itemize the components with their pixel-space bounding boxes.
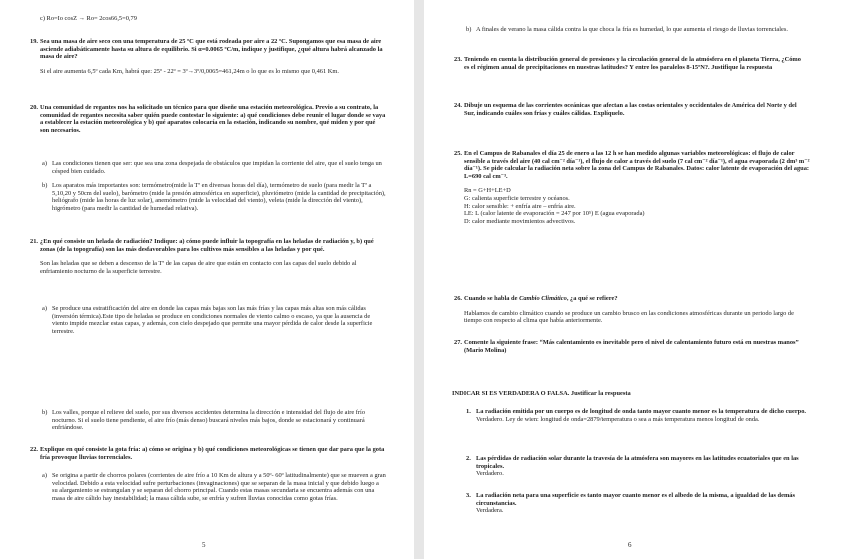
question-26 bbox=[454, 295, 810, 325]
question-number: 21. bbox=[30, 238, 38, 245]
question-22 bbox=[30, 446, 386, 461]
answer-text: Hablamos de cambio climático cuando se produce un cambio brusco en las condiciones atmosféricas durante un periodo largo de tiempo con respecto al clima que había anteriormente. bbox=[464, 309, 794, 325]
answer-20a bbox=[42, 160, 386, 175]
formula-text: Rn = G+H+LE+D bbox=[464, 187, 511, 195]
question-24 bbox=[454, 102, 806, 117]
question-text bbox=[464, 295, 810, 303]
tf-answer: Verdadera. bbox=[476, 507, 504, 515]
definition-h: H: calor sensible: + enfría aire – enfría aire. bbox=[464, 202, 576, 210]
answer-text: Si el aire aumenta 6,5º cada Km, habrá que: 25º - 22º = 3º→3º/0,0065=461,24m o lo que es lo mismo que 0,461 Km. bbox=[40, 67, 339, 75]
tf-answer: Verdadero. bbox=[476, 470, 504, 478]
answer-text: Se produce una estratificación del aire en donde las capas más bajas son las más frías y las capas más altas son más cálidas (inversión térmica).Este tipo de heladas se produce en condiciones normales de viento calmo o escaso, ya que la ausencia de viento impide mezclar estas capas, y además, con cielo despejado que permite una mayor pérdida de calor desde la superficie terrestre. bbox=[52, 305, 373, 335]
page-6 bbox=[424, 0, 848, 559]
answer-21a bbox=[42, 305, 386, 335]
answer-text: A finales de verano la masa cálida contra la que choca la fría es humedad, lo que aumenta el riesgo de lluvias torrenciales. bbox=[476, 26, 788, 33]
question-text: Teniendo en cuenta la distribución general de presiones y la circulación general de la atmósfera en el planeta Tierra, ¿Cómo es el régimen anual de precipitaciones en nuestras latitudes? Y entre los paralelos 8-15ºN?. Justifique la respuesta bbox=[464, 56, 801, 71]
question-number: 22. bbox=[30, 446, 38, 453]
item-label: a) bbox=[42, 472, 47, 479]
question-text: Comente la siguiente frase: “Más calentamiento es inevitable pero el nivel de calentamiento futuro está en nuestras manos” (Mario Molina) bbox=[464, 339, 799, 354]
tf-question: La radiación neta para una superficie es tanto mayor cuanto menor es el albedo de la misma, a igualdad de las demás circunstancias. bbox=[476, 492, 795, 507]
tf-question: Las pérdidas de radiación solar durante la travesía de la atmósfera son mayores en las latitudes ecuatoriales que en las tropicales. bbox=[476, 455, 799, 470]
definition-le: LE: L (calor latente de evaporación = 247 por 10⁵) E (agua evaporada) bbox=[464, 210, 645, 218]
page-number: 6 bbox=[628, 541, 632, 549]
answer-21b bbox=[42, 409, 386, 432]
page-5 bbox=[0, 0, 414, 559]
tf-answer: Verdadero. Ley de wien: longitud de onda=2879/temperatura o sea a más temperatura menos longitud de onda. bbox=[476, 415, 760, 423]
question-text: Una comunidad de regantes nos ha solicitado un técnico para que diseñe una estación meteorológica. Previo a su contrato, la comunidad de regantes necesita saber quién puede contestar lo siguiente: a) qué condiciones debe reunir el lugar donde se vaya a establecer la estación meteorológica y b) qué aparatos colocaría en la estación, indicando su nombre, qué miden y por qué son necesarios. bbox=[40, 104, 386, 134]
question-text: En el Campus de Rabanales el día 25 de enero a las 12 h se han medido algunas variables meteorológicas: el flujo de calor sensible a través del aire (40 cal cm⁻² día⁻¹), el flujo de calor a través del suelo (7 cal cm⁻² día⁻¹), el agua evaporada (2 dm³ m⁻² día⁻¹). Se pide calcular la radiación neta sobre la zona del Campus de Rabanales. Datos: calor latente de evaporación del agua: L=690 cal cm⁻³. bbox=[464, 150, 810, 180]
question-23 bbox=[454, 56, 806, 71]
item-label: b) bbox=[42, 409, 48, 416]
question-text-pre: Cuando se habla de bbox=[464, 295, 520, 302]
true-false-heading: INDICAR SI ES VERDADERA O FALSA. Justificar la respuesta bbox=[452, 390, 631, 397]
item-label: b) bbox=[466, 26, 472, 33]
answer-text: Las condiciones tienen que ser: que sea una zona despejada de obstáculos que impidan la corriente del aire, que el suelo tenga un césped bien cuidado. bbox=[52, 160, 382, 175]
question-text: Sea una masa de aire seco con una temperatura de 25 ºC que está rodeada por aire a 22 ºC. Supongamos que esa masa de aire asciende adiabáticamente hasta su altura de equilibrio. Si α=0.0065 ºC/m, indique y justifique, ¿qué altura habrá alcanzado la masa de aire? bbox=[40, 38, 383, 61]
answer-22a bbox=[42, 472, 386, 502]
question-text-post: , ¿a qué se refiere? bbox=[566, 295, 618, 302]
question-number: 23. bbox=[454, 56, 462, 63]
question-text: Explique en qué consiste la gota fría: a) cómo se origina y b) qué condiciones meteorológicas se tienen que dar para que la gota fría provoque lluvias torrenciales. bbox=[40, 446, 385, 461]
question-25 bbox=[454, 150, 810, 225]
question-number: 19. bbox=[30, 38, 38, 45]
question-text: ¿En qué consiste un helada de radiación? Indique: a) cómo puede influir la topografía en las heladas de radiación y, b) qué zonas (de la topografía) son las más desfavorables para los cultivos más sensibles a las heladas y por qué. bbox=[40, 238, 374, 253]
question-text: Dibuje un esquema de las corrientes oceánicas que afectan a las costas orientales y occidentales de América del Norte y del Sur, indicando cuáles son frías y cuáles cálidas. Explíquelo. bbox=[464, 102, 797, 117]
answer-22b-continued bbox=[466, 26, 806, 34]
definition-g: G: calienta superficie terrestre y océanos. bbox=[464, 194, 570, 202]
page-number: 5 bbox=[202, 541, 206, 549]
intro-text: Son las heladas que se deben a descenso de la Tª de las capas de aire que están en contacto con las capas del suelo debido al enfriamiento nocturno de la superficie terrestre. bbox=[40, 260, 357, 275]
question-21 bbox=[30, 238, 386, 275]
item-label: a) bbox=[42, 305, 47, 312]
item-c-text: c) Ro=Io cosZ → Ro= 2cos66,5=0,79 bbox=[40, 15, 137, 22]
answer-text: Los valles, porque el relieve del suelo, por sus diversos accidentes determina la dirección e intensidad del flujo de aire frío nocturno. Si el suelo tiene pendiente, el aire frío (más denso) buscará niveles más bajos, donde se estacionará y continuará enfriándose. bbox=[52, 409, 366, 432]
answer-20b bbox=[42, 182, 386, 212]
item-number: 1. bbox=[466, 408, 471, 415]
question-20 bbox=[30, 104, 386, 134]
item-number: 2. bbox=[466, 455, 471, 462]
item-number: 3. bbox=[466, 492, 471, 499]
question-number: 26. bbox=[454, 295, 462, 302]
question-number: 27. bbox=[454, 339, 462, 346]
tf-question: La radiación emitida por un cuerpo es de longitud de onda tanto mayor cuanto menor es la temperatura de dicho cuerpo. bbox=[476, 408, 807, 415]
question-number: 20. bbox=[30, 104, 38, 111]
question-27 bbox=[454, 339, 810, 354]
answer-text: Los aparatos más importantes son: termómetro(mide la Tª en diversas horas del día), termómetro de suelo (para medir la Tª a 5,10,20 y 50cm del suelo), barómetro (mide la presión atmosférica en superficie), pluviómetro (mide la cantidad de precipitación), heliógrafo (mide las horas de luz solar), anemómetro (mide la velocidad del viento), veleta (mide la dirección del viento), higrómetro (para medir la cantidad de humedad relativa). bbox=[52, 182, 386, 212]
item-label: b) bbox=[42, 182, 48, 189]
tf-item-3 bbox=[466, 492, 810, 515]
definition-d: D: calor mediante movimientos advectivos. bbox=[464, 217, 576, 225]
tf-item-1 bbox=[466, 408, 810, 423]
item-label: a) bbox=[42, 160, 47, 167]
question-text-emphasis: Cambio Climático bbox=[519, 295, 567, 302]
answer-text: Se origina a partir de chorros polares (corrientes de aire frío a 10 Km de altura y a 50º- 60º latitudinalmente) que se mueven a gran velocidad. Debido a esta velocidad sufre perturbaciones (invaginaciones) que se separan de la masa inicial y que debido luego a su alargamiento se estrangulan y se separan del chorro principal. Cuando estas masas secundaria se encuentra además con una masa de aire cálido hay inestabilidad; la masa cálida sube, se enfría y sufren lluvias conocidas como gotas frías. bbox=[52, 472, 386, 502]
item-c-formula bbox=[40, 15, 400, 23]
question-19 bbox=[30, 38, 388, 75]
question-number: 25. bbox=[454, 150, 462, 157]
tf-item-2 bbox=[466, 455, 810, 478]
question-number: 24. bbox=[454, 102, 462, 109]
